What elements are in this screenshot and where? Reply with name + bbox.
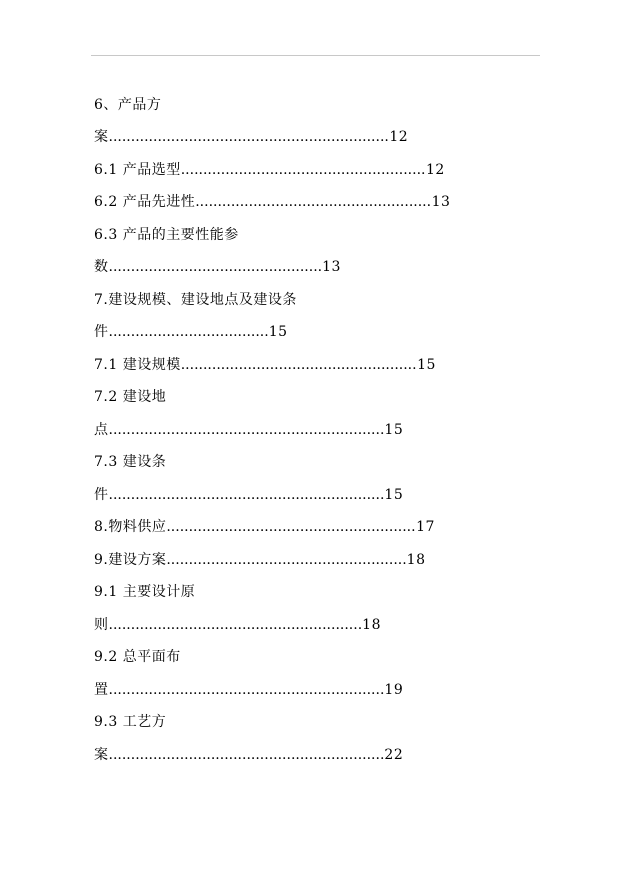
toc-leader-dots: .................................................... <box>195 194 427 210</box>
toc-leader-dots: ................................................ <box>108 259 323 275</box>
toc-entry-text: 点 <box>94 422 109 438</box>
toc-leader-dots: .............................................................. <box>108 747 385 763</box>
toc-entry <box>94 484 403 506</box>
toc-entry <box>94 94 161 116</box>
toc-entry-text: 6.1 产品选型 <box>94 162 181 178</box>
toc-entry <box>94 289 297 311</box>
toc-page-number: 15 <box>384 422 404 438</box>
toc-leader-dots: .................................... <box>108 324 269 340</box>
toc-page-number: .12 <box>384 129 409 145</box>
toc-entry-text: 7.1 建设规模 <box>94 357 181 373</box>
toc-leader-dots: ....................................................... <box>166 519 412 535</box>
toc-entry-text: 7.2 建设地 <box>94 389 167 405</box>
toc-entry-text: 案 <box>94 747 109 763</box>
toc-entry-text: 案 <box>94 129 109 145</box>
toc-entry-text: 8.物料供应 <box>94 519 167 535</box>
toc-entry <box>94 386 166 408</box>
toc-entry <box>94 614 381 636</box>
toc-leader-dots: .............................................................. <box>108 129 385 145</box>
toc-entry <box>94 451 166 473</box>
toc-entry-text: 件 <box>94 324 109 340</box>
toc-entry <box>94 191 450 213</box>
toc-entry <box>94 679 403 701</box>
toc-entry-text: 则 <box>94 617 109 633</box>
toc-entry <box>94 744 403 766</box>
toc-entry <box>94 321 288 343</box>
toc-entry <box>94 256 341 278</box>
toc-entry-text: 7.建设规模、建设地点及建设条 <box>94 292 297 308</box>
toc-entry-text: 置 <box>94 682 109 698</box>
toc-leader-dots: .................................................... <box>180 357 413 373</box>
toc-page-number: 22 <box>384 747 404 763</box>
toc-page-number: 18 <box>406 552 426 568</box>
toc-entry-text: 件 <box>94 487 109 503</box>
toc-page-number: 15 <box>384 487 404 503</box>
toc-entry-text: 9.3 工艺方 <box>94 714 167 730</box>
toc-page-number: 19 <box>384 682 404 698</box>
toc-entry-text: 9.2 总平面布 <box>94 649 181 665</box>
toc-entry <box>94 354 436 376</box>
toc-leader-dots: ...................................................... <box>180 162 422 178</box>
toc-page-number: 15 <box>268 324 288 340</box>
toc-entry-text: 数 <box>94 259 109 275</box>
toc-page-number: .17 <box>411 519 435 535</box>
toc-entry <box>94 711 166 733</box>
toc-page-number: 18 <box>362 617 381 633</box>
toc-entry <box>94 549 426 571</box>
toc-entry-text: 6、产品方 <box>94 97 162 113</box>
toc-leader-dots: ......................................................... <box>108 617 363 633</box>
toc-entry <box>94 419 403 441</box>
toc-entry <box>94 159 445 181</box>
toc-leader-dots: .............................................................. <box>108 422 385 438</box>
toc-entry-text: 9.建设方案 <box>94 552 167 568</box>
toc-page-number: .15 <box>412 357 436 373</box>
toc-entry <box>94 224 239 246</box>
toc-page-number: 13 <box>322 259 341 275</box>
toc-leader-dots: .............................................................. <box>108 682 385 698</box>
toc-entry-text: 6.3 产品的主要性能参 <box>94 227 239 243</box>
toc-entry <box>94 126 408 148</box>
toc-entry <box>94 581 195 603</box>
toc-entry <box>94 516 435 538</box>
toc-entry-text: 7.3 建设条 <box>94 454 167 470</box>
toc-page-number: .13 <box>426 194 451 210</box>
toc-entry-text: 6.2 产品先进性 <box>94 194 196 210</box>
toc-entry <box>94 646 181 668</box>
toc-page-number: .12 <box>421 162 445 178</box>
toc-leader-dots: ...................................................... <box>166 552 407 568</box>
toc-leader-dots: .............................................................. <box>108 487 385 503</box>
toc-entry-text: 9.1 主要设计原 <box>94 584 196 600</box>
